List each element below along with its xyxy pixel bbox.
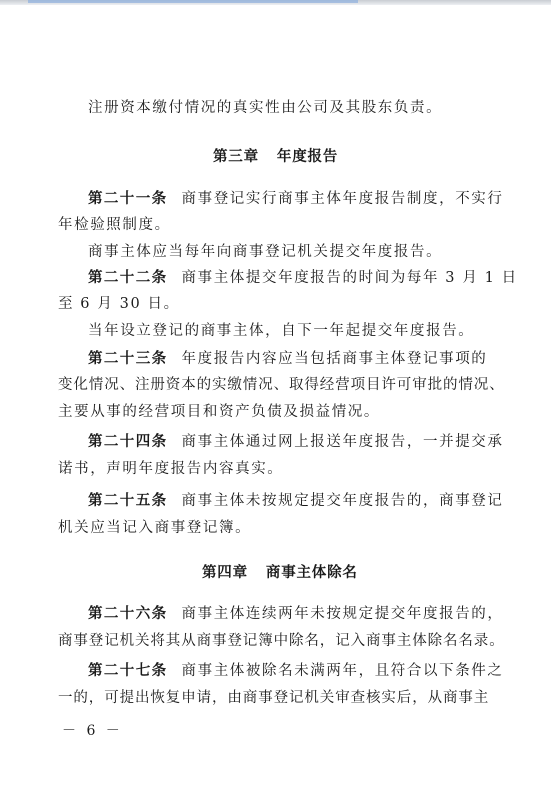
article-23-line-2: 变化情况、注册资本的实缴情况、取得经营项目许可审批的情况、: [58, 377, 505, 393]
article-22-line-2: 至 6 月 30 日。: [58, 296, 180, 312]
article-21-line-2: 年检验照制度。: [58, 217, 171, 233]
article-24-text-1: 商事主体通过网上报送年度报告，一并提交承: [181, 434, 504, 450]
article-25-text-1: 商事主体未按规定提交年度报告的，商事登记: [181, 493, 504, 509]
article-25-number: 第二十五条: [88, 493, 168, 509]
chapter-3-heading: [213, 147, 338, 167]
article-25-line-1: [88, 491, 504, 511]
chapter-4-number: 第四章: [202, 565, 248, 581]
article-27-text-1: 商事主体被除名未满两年，且符合以下条件之: [181, 663, 504, 679]
article-27-line-2: 一的，可提出恢复申请，由商事登记机关审查核实后，从商事主: [58, 690, 490, 706]
article-26-text-1: 商事主体连续两年未按规定提交年度报告的，: [181, 606, 504, 622]
article-22-text-1: 商事主体提交年度报告的时间为每年 3 月 1 日: [181, 270, 518, 286]
intro-line: 注册资本缴付情况的真实性由公司及其股东负责。: [88, 100, 443, 116]
chapter-4-title: 商事主体除名: [265, 565, 358, 581]
article-23-line-1: [88, 349, 487, 369]
article-21-line-1: [88, 189, 504, 209]
article-21-line-3: 商事主体应当每年向商事登记机关提交年度报告。: [88, 244, 443, 260]
article-23-line-3: 主要从事的经营项目和资产负债及损益情况。: [58, 404, 380, 420]
article-21-number: 第二十一条: [88, 191, 168, 207]
article-26-line-2: 商事登记机关将其从商事登记簿中除名，记入商事主体除名名录。: [58, 633, 505, 649]
chapter-4-heading: [202, 563, 358, 583]
article-23-number: 第二十三条: [88, 351, 168, 367]
chapter-3-number: 第三章: [213, 149, 259, 165]
article-21-text-1: 商事登记实行商事主体年度报告制度，不实行: [181, 191, 504, 207]
chapter-3-title: 年度报告: [276, 149, 339, 165]
article-22-line-3: 当年设立登记的商事主体，自下一年起提交年度报告。: [88, 323, 475, 339]
article-24-number: 第二十四条: [88, 434, 168, 450]
article-22-line-1: [88, 268, 518, 288]
article-24-line-1: [88, 432, 504, 452]
article-22-number: 第二十二条: [88, 270, 168, 286]
article-24-line-2: 诺书，声明年度报告内容真实。: [58, 461, 284, 477]
article-27-number: 第二十七条: [88, 663, 168, 679]
article-27-line-1: [88, 661, 504, 681]
article-26-line-1: [88, 604, 504, 624]
article-23-text-1: 年度报告内容应当包括商事主体登记事项的: [181, 351, 488, 367]
article-26-number: 第二十六条: [88, 606, 168, 622]
page-number: － 6 －: [62, 723, 123, 739]
article-25-line-2: 机关应当记入商事登记簿。: [58, 520, 252, 536]
